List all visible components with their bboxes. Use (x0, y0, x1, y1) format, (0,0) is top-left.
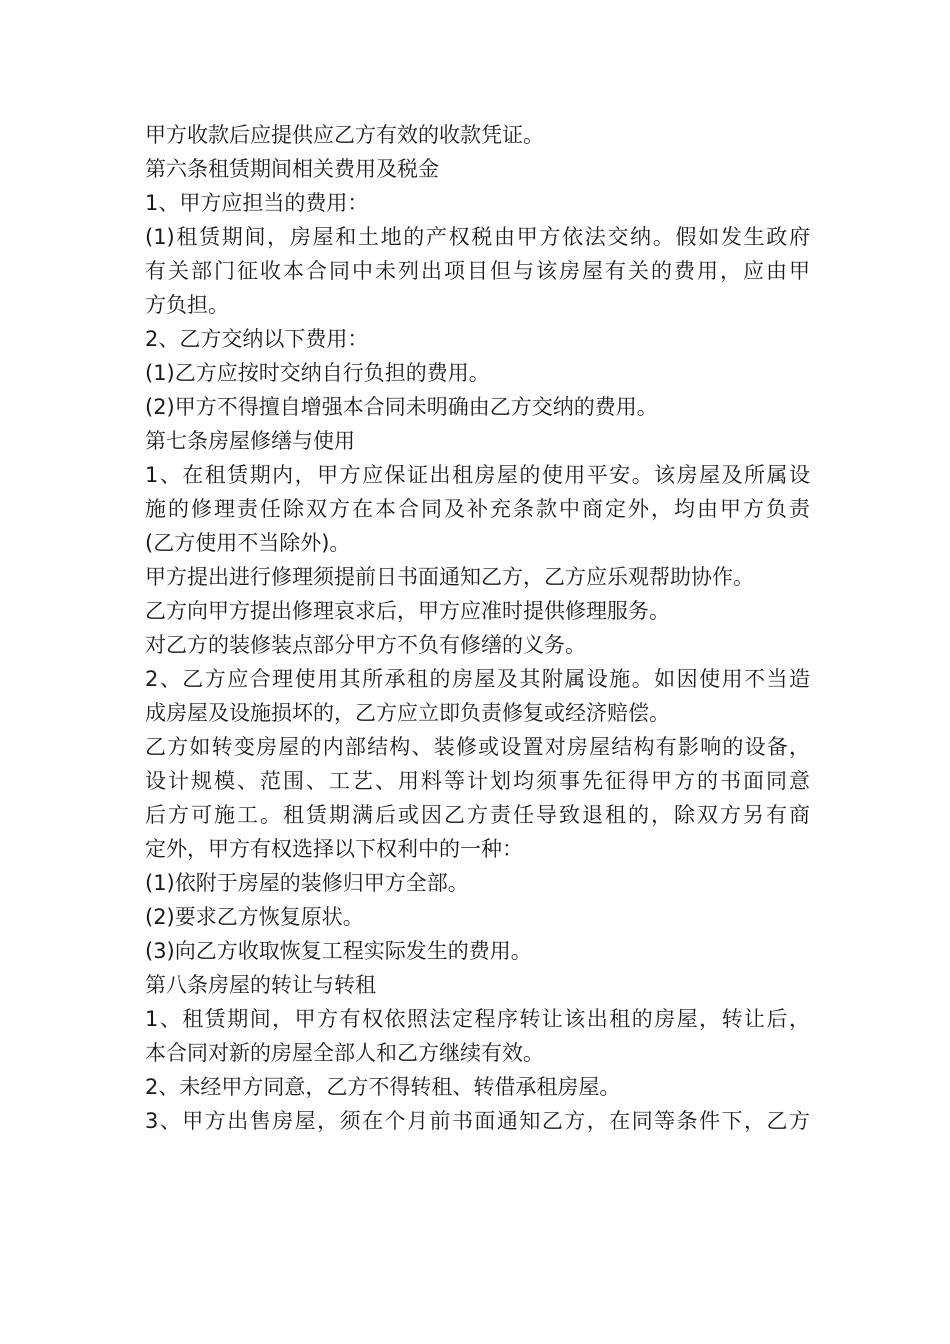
text-line: 设计规模、范围、工艺、用料等计划均须事先征得甲方的书面同意 (145, 769, 810, 793)
text-line: 1、在租赁期内，甲方应保证出租房屋的使用平安。该房屋及所属设 (145, 463, 810, 487)
text-line: 2、乙方应合理使用其所承租的房屋及其附属设施。如因使用不当造 (145, 667, 810, 691)
text-line: 施的修理责任除双方在本合同及补充条款中商定外，均由甲方负责 (145, 497, 810, 521)
text-line: (3)向乙方收取恢复工程实际发生的费用。 (145, 939, 532, 963)
text-line: 对乙方的装修装点部分甲方不负有修缮的义务。 (145, 633, 586, 657)
text-line: (1)乙方应按时交纳自行负担的费用。 (145, 361, 490, 385)
text-line: 2、乙方交纳以下费用： (145, 327, 369, 351)
text-line: 甲方收款后应提供应乙方有效的收款凭证。 (145, 123, 544, 147)
text-line: 成房屋及设施损坏的，乙方应立即负责修复或经济赔偿。 (145, 701, 670, 725)
text-line: 第七条房屋修缮与使用 (145, 429, 355, 453)
text-line: 1、租赁期间，甲方有权依照法定程序转让该出租的房屋，转让后， (145, 1007, 810, 1031)
text-line: 2、未经甲方同意，乙方不得转租、转借承租房屋。 (145, 1075, 621, 1099)
text-line: 乙方向甲方提出修理哀求后，甲方应准时提供修理服务。 (145, 599, 670, 623)
contract-body-text (145, 118, 810, 1138)
text-line: (2)要求乙方恢复原状。 (145, 905, 364, 929)
text-line: 第六条租赁期间相关费用及税金 (145, 157, 439, 181)
text-line: 第八条房屋的转让与转租 (145, 973, 376, 997)
text-line: (1)租赁期间，房屋和土地的产权税由甲方依法交纳。假如发生政府 (145, 225, 810, 249)
text-line: 本合同对新的房屋全部人和乙方继续有效。 (145, 1041, 544, 1065)
text-line: 定外，甲方有权选择以下权利中的一种： (145, 837, 523, 861)
text-line: (2)甲方不得擅自增强本合同未明确由乙方交纳的费用。 (145, 395, 658, 419)
text-line: 乙方如转变房屋的内部结构、装修或设置对房屋结构有影响的设备， (145, 735, 810, 759)
text-line: 3、甲方出售房屋，须在个月前书面通知乙方，在同等条件下，乙方 (145, 1109, 810, 1133)
text-line: 方负担。 (145, 293, 229, 317)
text-line: 后方可施工。租赁期满后或因乙方责任导致退租的，除双方另有商 (145, 803, 810, 827)
text-line: (乙方使用不当除外)。 (145, 531, 351, 555)
text-line: 甲方提出进行修理须提前日书面通知乙方，乙方应乐观帮助协作。 (145, 565, 754, 589)
text-line: 1、甲方应担当的费用： (145, 191, 369, 215)
text-line: 有关部门征收本合同中未列出项目但与该房屋有关的费用，应由甲 (145, 259, 810, 283)
text-line: (1)依附于房屋的装修归甲方全部。 (145, 871, 469, 895)
